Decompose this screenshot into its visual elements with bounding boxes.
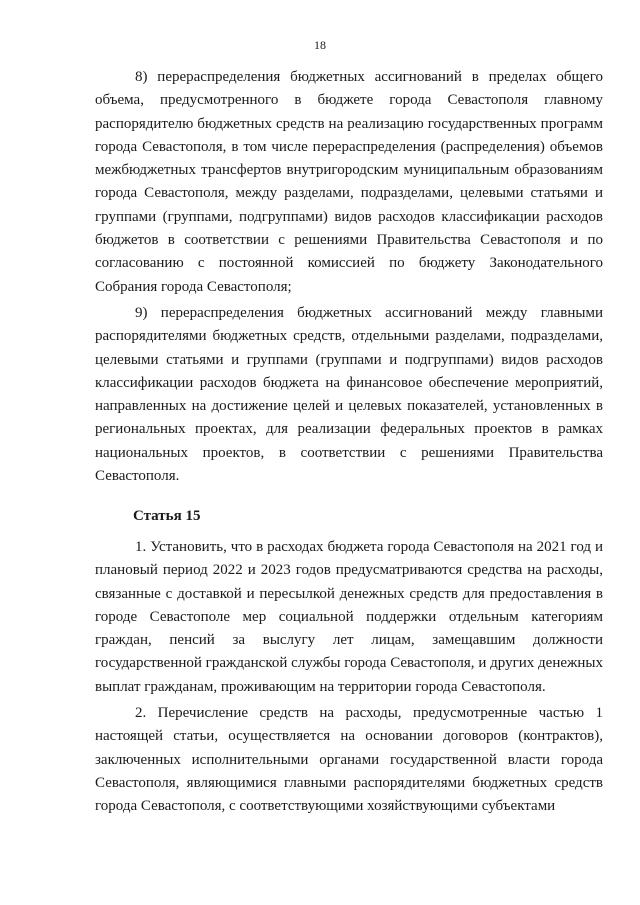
paragraph-item-8: 8) перераспределения бюджетных ассигнований в пределах общего объема, предусмотренного в бюджете города Севастополя главному распорядителю бюджетных средств на реализацию государственных программ города Севастополя, в том числе перераспределения (распределения) объемов межбюджетных трансфертов внутригородским муниципальным образованиям города Севастополя, между разделами, подразделами, целевыми статьями и группами (группами, подгруппами) видов расходов классификации расходов бюджетов в соответствии с решениями Правительства Севастополя и по согласованию с постоянной комиссией по бюджету Законодательного Собрания города Севастополя; bbox=[95, 69, 603, 295]
page-number: 18 bbox=[314, 38, 326, 52]
article-part-2: 2. Перечисление средств на расходы, предусмотренные частью 1 настоящей статьи, осуществляется на основании договоров (контрактов), заключенных исполнительными органами государственной власти города Севастополя, являющимися главными распорядителями бюджетных средств города Севастополя, с соответствующими хозяйствующими субъектами bbox=[95, 705, 603, 815]
article-heading: Статья 15 bbox=[133, 508, 201, 524]
paragraph-item-9: 9) перераспределения бюджетных ассигнований между главными распорядителями бюджетных средств, отдельными разделами, подразделами, целевыми статьями и группами (группами и подгруппами) видов расходов классификации расходов бюджета на финансовое обеспечение мероприятий, направленных на достижение целей и целевых показателей, установленных в региональных проектах, для реализации федеральных проектов в рамках национальных проектов, в соответствии с решениями Правительства Севастополя. bbox=[95, 305, 603, 485]
article-part-1: 1. Установить, что в расходах бюджета города Севастополя на 2021 год и плановый период 2022 и 2023 годов предусматриваются средства на расходы, связанные с доставкой и пересылкой денежных средств для предоставления в городе Севастополе мер социальной поддержки отдельным категориям граждан, пенсий за выслугу лет лицам, замещавшим должности государственной гражданской службы города Севастополя, и других денежных выплат гражданам, проживающим на территории города Севастополя. bbox=[95, 539, 603, 695]
